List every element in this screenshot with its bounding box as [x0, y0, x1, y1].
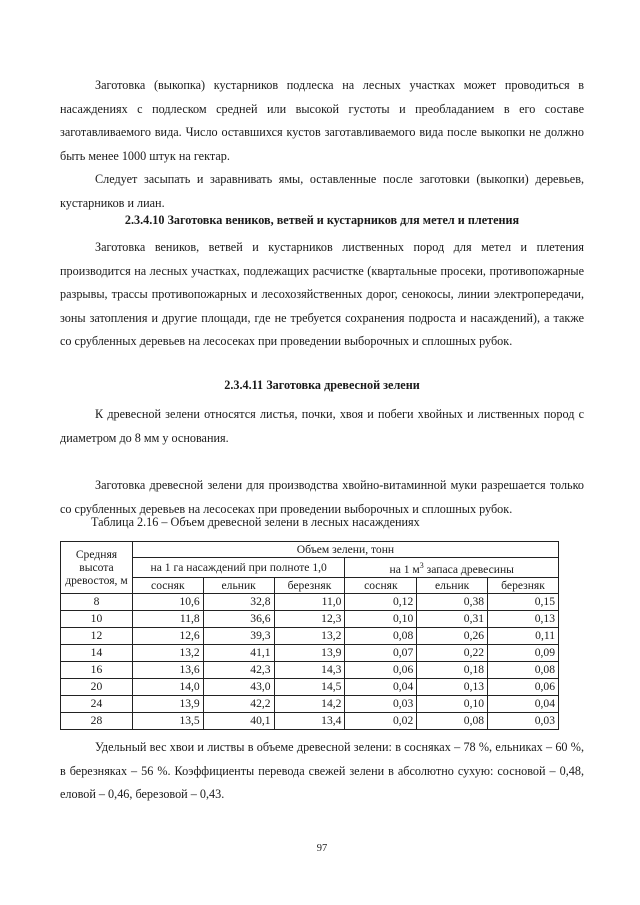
table-cell-value: 14,3	[274, 661, 345, 678]
paragraph-shrub-digging: Заготовка (выкопка) кустарников подлеска на лесных участках может проводиться в насаждениях с подлеском средней или высокой густоты и преобладанием в его составе заготавливаемого вида. Число оставшихся кустов заготавливаемого вида после выкопки не должно быть менее 1000 штук на гектар.	[60, 78, 584, 163]
table-cell-value: 0,31	[417, 610, 488, 627]
header-greenery-volume: Объем зелени, тонн	[132, 542, 558, 558]
table-cell-value: 0,06	[488, 678, 559, 695]
table-cell-value: 0,38	[417, 593, 488, 610]
table-cell-value: 0,08	[417, 712, 488, 729]
paragraph-greenery-definition: К древесной зелени относятся листья, почки, хвоя и побеги хвойных и лиственных пород с диаметром до 8 мм у основания.	[60, 407, 584, 445]
table-cell-value: 11,8	[132, 610, 203, 627]
table-cell-value: 0,10	[417, 695, 488, 712]
table-cell-value: 0,12	[345, 593, 417, 610]
page-number: 97	[316, 843, 328, 854]
table-cell-value: 42,2	[203, 695, 274, 712]
table-cell-value: 13,6	[132, 661, 203, 678]
table-cell-value: 0,18	[417, 661, 488, 678]
table-cell-height: 20	[61, 678, 133, 695]
table-cell-value: 0,26	[417, 627, 488, 644]
table-cell-value: 0,08	[345, 627, 417, 644]
table-cell-height: 16	[61, 661, 133, 678]
paragraph-greenery-harvest: Заготовка древесной зелени для производства хвойно-витаминной муки разрешается только со срубленных деревьев на лесосеках при проведении выборочных и сплошных рубок.	[60, 478, 584, 516]
table-cell-value: 13,5	[132, 712, 203, 729]
header-cubic-superscript: 3	[419, 561, 424, 570]
section-heading-2-3-4-10: 2.3.4.10 Заготовка веников, ветвей и кустарников для метел и плетения	[124, 213, 520, 227]
table-cell-value: 0,11	[488, 627, 559, 644]
header-species: сосняк	[345, 577, 417, 593]
table-row	[61, 593, 559, 610]
table-row	[61, 610, 559, 627]
table-cell-value: 0,08	[488, 661, 559, 678]
header-species: березняк	[274, 577, 345, 593]
header-per-hectare: на 1 га насаждений при полноте 1,0	[132, 558, 345, 578]
table-cell-value: 0,10	[345, 610, 417, 627]
greenery-volume-table	[60, 541, 559, 730]
table-cell-value: 14,2	[274, 695, 345, 712]
table-row	[61, 712, 559, 729]
table-row	[61, 678, 559, 695]
header-per-cubic-meter-prefix: на 1 м	[389, 562, 420, 576]
paragraph-brooms-branches: Заготовка веников, ветвей и кустарников лиственных пород для метел и плетения производится на лесных участках, подлежащих расчистке (квартальные просеки, противопожарные разрывы, трассы противопожарных и лесохозяйственных дорог, сенокосы, линии электропередачи, зоны затопления и другие площади, где не требуется сохранения подроста и насаждений), а также со срубленных деревьев на лесосеках при проведении выборочных и сплошных рубок.	[60, 240, 584, 348]
table-cell-value: 0,02	[345, 712, 417, 729]
table-cell-value: 12,6	[132, 627, 203, 644]
table-cell-value: 0,15	[488, 593, 559, 610]
table-row	[61, 627, 559, 644]
table-cell-value: 0,13	[417, 678, 488, 695]
header-species: сосняк	[132, 577, 203, 593]
table-cell-value: 40,1	[203, 712, 274, 729]
table-cell-value: 13,9	[132, 695, 203, 712]
table-row	[61, 644, 559, 661]
table-cell-value: 13,2	[132, 644, 203, 661]
header-per-cubic-meter	[345, 558, 559, 578]
table-cell-value: 42,3	[203, 661, 274, 678]
paragraph-share-conversion: Удельный вес хвои и листвы в объеме древесной зелени: в сосняках – 78 %, ельниках – 60 %, в березняках – 56 %. Коэффициенты перевода свежей зелени в абсолютно сухую: сосновой – 0,48, еловой – 0,46, березовой – 0,43.	[60, 740, 584, 801]
table-cell-value: 43,0	[203, 678, 274, 695]
table-row	[61, 695, 559, 712]
header-average-height: Средняя высота древостоя, м	[61, 542, 133, 594]
header-per-cubic-meter-suffix: запаса древесины	[423, 562, 514, 576]
table-cell-value: 13,2	[274, 627, 345, 644]
table-cell-value: 0,04	[345, 678, 417, 695]
table-cell-value: 13,4	[274, 712, 345, 729]
table-cell-value: 0,09	[488, 644, 559, 661]
table-cell-value: 10,6	[132, 593, 203, 610]
table-cell-value: 14,0	[132, 678, 203, 695]
header-species: ельник	[203, 577, 274, 593]
table-row	[61, 661, 559, 678]
table-cell-height: 10	[61, 610, 133, 627]
table-cell-height: 24	[61, 695, 133, 712]
table-cell-value: 0,03	[345, 695, 417, 712]
table-cell-value: 0,22	[417, 644, 488, 661]
header-species: березняк	[488, 577, 559, 593]
table-cell-value: 0,06	[345, 661, 417, 678]
paragraph-fill-pits: Следует засыпать и заравнивать ямы, оставленные после заготовки (выкопки) деревьев, кустарников и лиан.	[60, 172, 584, 210]
table-cell-value: 39,3	[203, 627, 274, 644]
table-cell-value: 0,03	[488, 712, 559, 729]
header-species: ельник	[417, 577, 488, 593]
table-cell-value: 12,3	[274, 610, 345, 627]
table-cell-height: 12	[61, 627, 133, 644]
section-heading-2-3-4-11: 2.3.4.11 Заготовка древесной зелени	[224, 378, 420, 392]
table-cell-value: 32,8	[203, 593, 274, 610]
table-cell-value: 0,04	[488, 695, 559, 712]
table-cell-height: 8	[61, 593, 133, 610]
table-cell-height: 28	[61, 712, 133, 729]
table-caption: Таблица 2.16 – Объем древесной зелени в лесных насаждениях	[91, 515, 420, 529]
table-cell-value: 41,1	[203, 644, 274, 661]
table-cell-value: 36,6	[203, 610, 274, 627]
table-cell-value: 14,5	[274, 678, 345, 695]
table-cell-value: 11,0	[274, 593, 345, 610]
table-cell-value: 0,07	[345, 644, 417, 661]
table-cell-value: 0,13	[488, 610, 559, 627]
table-cell-value: 13,9	[274, 644, 345, 661]
table-cell-height: 14	[61, 644, 133, 661]
